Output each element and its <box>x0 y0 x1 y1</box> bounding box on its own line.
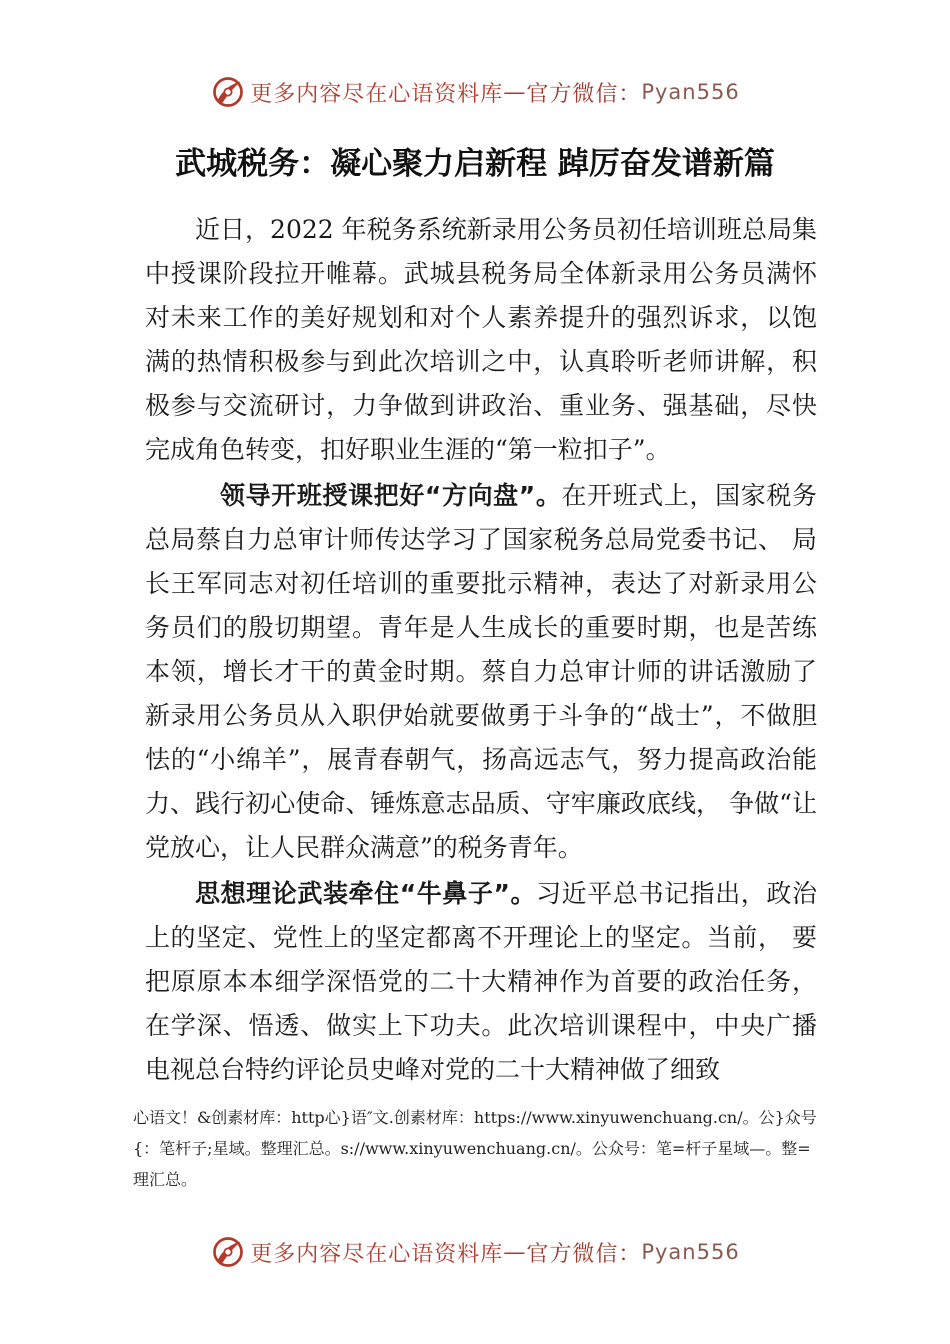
watermark-text: 心语文！&创素材库：http心}语″文.创素材库：https://www.xinyuwenchuang.cn/。公}众号{：笔杆子;星域。整理汇总。s://www.xinyuwenchuang.cn/。公众号：笔=杆子星域—。整=理汇总。 <box>133 1108 817 1189</box>
paragraph-2-text: 在开班式上，国家税务总局蔡自力总审计师传达学习了国家税务总局党委书记、 局长王军同志对初任培训的重要批示精神，表达了对新录用公务员们的殷切期望。青年是人生成长的重要时期，也是苦练本领，增长才干的黄金时期。蔡自力总审计师的讲话激励了新录用公务员从入职伊始就要做勇于斗争的“战士”，不做胆怯的“小绵羊”，展青春朝气，扬高远志气，努力提高政治能力、践行初心使命、锤炼意志品质、守牢廉政底线， 争做“让党放心，让人民群众满意”的税务青年。 <box>145 481 817 862</box>
banner-text: 更多内容尽在心语资料库 <box>250 81 504 107</box>
banner-separator: — <box>503 1239 527 1265</box>
banner-wechat-label: 官方微信： <box>526 81 642 107</box>
header-banner <box>0 72 950 112</box>
article-title: 武城税务：凝心聚力启新程 踔厉奋发谱新篇 <box>175 146 775 182</box>
paragraph-3-text: 习近平总书记指出，政治上的坚定、党性上的坚定都离不开理论上的坚定。当前， 要把原原本本细学深悟党的二十大精神作为首要的政治任务，在学深、悟透、做实上下功夫。此次培训课程中，中央广播电视总台特约评论员史峰对党的二十大精神做了细致 <box>145 879 817 1084</box>
banner-separator: — <box>503 79 527 105</box>
banner-wechat-id: Pyan556 <box>641 1240 740 1264</box>
banner-wechat-id: Pyan556 <box>641 80 740 104</box>
paragraph-2 <box>145 474 817 870</box>
article-body <box>145 208 817 1094</box>
brand-logo-icon <box>210 74 246 110</box>
banner-wechat-label: 官方微信： <box>526 1241 642 1267</box>
paragraph-2-lead: 领导开班授课把好“方向盘”。 <box>220 481 562 510</box>
paragraph-3-lead: 思想理论武装牵住“牛鼻子”。 <box>195 879 537 908</box>
paragraph-3 <box>145 872 817 1092</box>
paragraph-1: 近日，2022 年税务系统新录用公务员初任培训班总局集中授课阶段拉开帷幕。武城县税务局全体新录用公务员满怀对未来工作的美好规划和对个人素养提升的强烈诉求，以饱满的热情积极参与到此次培训之中，认真聆听老师讲解，积极参与交流研讨，力争做到讲政治、重业务、强基础，尽快完成角色转变，扣好职业生涯的“第一粒扣子”。 <box>145 215 817 464</box>
banner-text: 更多内容尽在心语资料库 <box>250 1241 504 1267</box>
brand-logo-icon <box>210 1234 246 1270</box>
footer-banner <box>0 1232 950 1272</box>
